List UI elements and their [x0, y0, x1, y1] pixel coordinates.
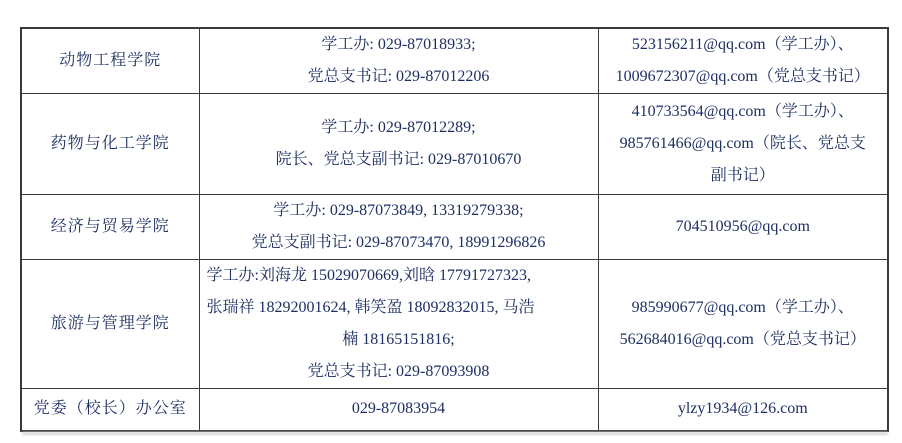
phone-line: 学工办: 029-87018933; — [321, 36, 476, 53]
email-line: 562684016@qq.com（党总支书记） — [619, 331, 866, 348]
email-cell — [598, 389, 888, 431]
phone-cell — [199, 389, 598, 431]
phone-cell — [199, 28, 598, 94]
department-cell — [21, 94, 199, 195]
scan-shadow-line — [22, 432, 888, 435]
email-line: 704510956@qq.com — [675, 218, 810, 235]
department-name: 动物工程学院 — [59, 52, 162, 69]
department-cell — [21, 28, 199, 94]
phone-line: 楠 18165151816; — [342, 331, 455, 348]
phone-line: 院长、党总支副书记: 029-87010670 — [275, 151, 522, 168]
phone-cell — [199, 195, 598, 260]
department-name: 药物与化工学院 — [50, 135, 170, 152]
email-line: 985761466@qq.com（院长、党总支 — [619, 135, 866, 152]
email-cell — [598, 260, 888, 389]
phone-line: 党总支副书记: 029-87073470, 18991296826 — [251, 234, 546, 251]
email-cell — [598, 28, 888, 94]
department-cell — [21, 195, 199, 260]
table-row — [21, 389, 888, 431]
phone-cell — [199, 260, 598, 389]
email-line: 410733564@qq.com（学工办）、 — [631, 103, 854, 120]
email-cell — [598, 94, 888, 195]
table-row — [21, 28, 888, 94]
department-name: 旅游与管理学院 — [50, 315, 170, 332]
phone-line: 党总支书记: 029-87012206 — [307, 68, 490, 85]
email-cell — [598, 195, 888, 260]
email-line: 985990677@qq.com（学工办）、 — [631, 299, 854, 316]
email-line: ylzy1934@126.com — [677, 400, 808, 418]
department-cell — [21, 389, 199, 431]
phone-line: 张瑞祥 18292001624, 韩笑盈 18092832015, 马浩 — [206, 299, 535, 316]
contact-table — [20, 27, 889, 432]
phone-line: 党总支书记: 029-87093908 — [307, 363, 490, 380]
department-cell — [21, 260, 199, 389]
phone-line: 学工办:刘海龙 15029070669,刘晗 17791727323, — [206, 267, 531, 284]
phone-line: 学工办: 029-87073849, 13319279338; — [273, 202, 524, 219]
department-name: 经济与贸易学院 — [50, 218, 170, 235]
table-row — [21, 260, 888, 389]
phone-line: 学工办: 029-87012289; — [321, 119, 476, 136]
email-line: 副书记） — [710, 167, 775, 184]
email-line: 523156211@qq.com（学工办）、 — [631, 36, 854, 53]
phone-line: 029-87083954 — [351, 400, 446, 418]
table-row — [21, 195, 888, 260]
email-line: 1009672307@qq.com（党总支书记） — [615, 68, 870, 85]
phone-cell — [199, 94, 598, 195]
department-name: 党委（校长）办公室 — [33, 400, 187, 418]
table-row — [21, 94, 888, 195]
